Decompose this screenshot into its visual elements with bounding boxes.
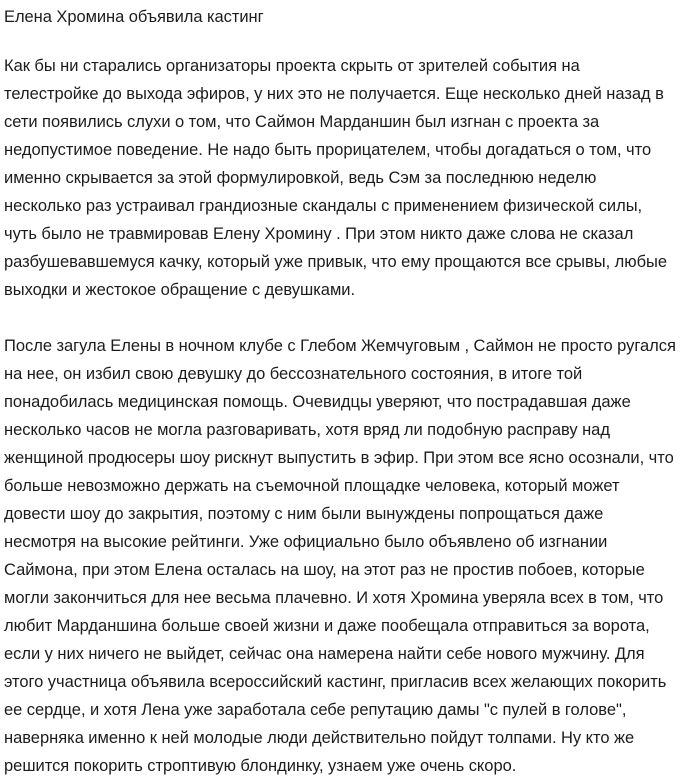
article-title: Елена Хромина объявила кастинг [4, 8, 264, 26]
article-body [4, 52, 677, 780]
article-paragraph: Как бы ни старались организаторы проекта скрыть от зрителей события на телестройке до выхода эфиров, у них это не получается. Еще несколько дней назад в сети появились слухи о том, что Саймон Марданшин был изгнан с проекта за недопустимое поведение. Не надо быть прорицателем, чтобы догадаться о том, что именно скрывается за этой формулировкой, ведь Сэм за последнюю неделю несколько раз устраивал грандиозные скандалы с применением физической силы, чуть было не травмировав Елену Хромину . При этом никто даже слова не сказал разбушевавшемуся качку, который уже привык, что ему прощаются все срывы, любые выходки и жестокое обращение с девушками. [4, 57, 667, 299]
article-paragraph: После загула Елены в ночном клубе с Глебом Жемчуговым , Саймон не просто ругался на нее, он избил свою девушку до бессознательного состояния, в итоге той понадобилась медицинская помощь. Очевидцы уверяют, что пострадавшая даже несколько часов не могла разговаривать, хотя вряд ли подобную расправу над женщиной продюсеры шоу рискнут выпустить в эфир. При этом все ясно осознали, что больше невозможно держать на съемочной площадке человека, который может довести шоу до закрытия, поэтому с ним были вынуждены попрощаться даже несмотря на высокие рейтинги. Уже официально было объявлено об изгнании Саймона, при этом Елена осталась на шоу, на этот раз не простив побоев, которые могли закончиться для нее весьма плачевно. И хотя Хромина уверяла всех в том, что любит Марданшина больше своей жизни и даже пообещала отправиться за ворота, если у них ничего не выйдет, сейчас она намерена найти себе нового мужчину. Для этого участница объявила всероссийский кастинг, пригласив всех желающих покорить ее сердце, и хотя Лена уже заработала себе репутацию дамы "с пулей в голове", наверняка именно к ней молодые люди действительно пойдут толпами. Ну кто же решится покорить строптивую блондинку, узнаем уже очень скоро. [4, 337, 676, 775]
